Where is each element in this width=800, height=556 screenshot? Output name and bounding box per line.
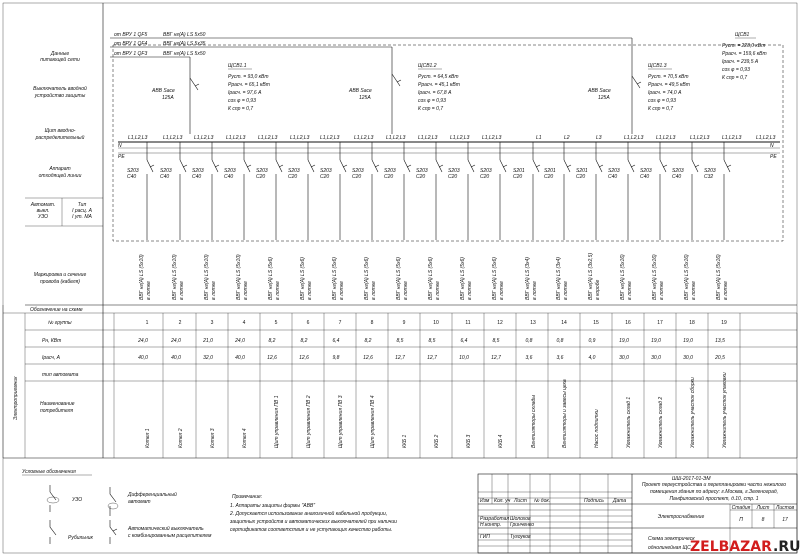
bus-pe-left: PE: [118, 154, 125, 160]
group-power-6: 8,2: [300, 338, 308, 344]
route-label-6: в лотке: [307, 281, 313, 300]
label-rcd-2: выкл.: [36, 208, 50, 214]
group-power-9: 8,5: [396, 338, 404, 344]
phase-labels: [128, 135, 776, 141]
panel-1-l4: cos φ = 0,93: [228, 98, 256, 104]
notes-line-1: 1. Аппараты защиты фирмы "АВВ": [230, 503, 316, 509]
phase-label-2: L1,L2,L3: [163, 135, 183, 141]
route-label-11: в лотке: [467, 281, 473, 300]
group-current-4: 40,0: [235, 355, 245, 361]
consumer-name-15: Насос подпитки: [594, 409, 600, 448]
legend-auto-2: с комбинированным расцепителем: [128, 533, 212, 539]
breaker-label-17: S203 C40: [640, 168, 652, 180]
label-input-2: устройство защиты: [34, 93, 86, 99]
bus-n-left: N: [118, 143, 122, 149]
consumer-label-1: Наименование: [40, 401, 75, 407]
notes: [229, 494, 397, 533]
breaker-symbol-13: [533, 160, 540, 172]
stage-3: 17: [782, 517, 788, 523]
group-power-3: 21,0: [203, 338, 213, 344]
consumer-name-14: Вентиляторы и завесы цеха: [562, 379, 568, 448]
panel-1-l5: К спр = 0,7: [228, 106, 254, 112]
label-cable-1: Маркировка и сечение: [33, 272, 87, 278]
breaker-label-8: S203 C20: [352, 168, 364, 180]
legend: [22, 469, 212, 544]
route-label-2: в лотке: [179, 281, 185, 300]
cable-label-6: ВВГ нг(А) LS (5х6): [300, 257, 306, 300]
legend-breaker: Рубильник: [68, 535, 93, 541]
breaker-symbol-9: [404, 160, 411, 172]
bus-l2: L2: [564, 135, 570, 141]
designation-label: Обозначение на схеме: [30, 307, 83, 313]
consumer-name-9: ККБ 1: [402, 434, 408, 448]
panel-1-l3: Iрасч. = 97,6 А: [228, 90, 262, 96]
breaker-symbol-15: [596, 160, 603, 172]
panel-3-l4: cos φ = 0,93: [648, 98, 676, 104]
group-number-14: 14: [561, 320, 567, 326]
legend-diff-1: Дифференциальный: [128, 492, 177, 498]
group-number-1: 1: [145, 320, 149, 326]
group-current-8: 12,6: [363, 355, 373, 361]
breaker-label-1: S203 C40: [127, 168, 139, 180]
route-label-13: в лотке: [532, 281, 538, 300]
label-rcd-6: I ут. МА: [72, 214, 92, 220]
panel-3-l1: Руст. = 70,5 кВт: [648, 74, 689, 80]
breaker-label-10: S203 C20: [416, 168, 428, 180]
feed-2-left: от ВРУ 1 QF4: [114, 41, 148, 47]
label-rcd-3: УЗО: [37, 214, 49, 220]
group-current-17: 30,0: [651, 355, 661, 361]
group-current-2: 40,0: [171, 355, 181, 361]
breaker-label-19: S203 C32: [704, 168, 716, 180]
consumer-name-12: ККБ 4: [498, 434, 504, 448]
breaker-label-12: S203 C20: [480, 168, 492, 180]
name-4: Тугоуков: [510, 534, 531, 540]
label-outgoing-1: Аппарат: [49, 166, 71, 172]
stage-head-2: Лист: [756, 505, 770, 511]
cable-label-18: ВВГ нг(А) LS (5х16): [684, 254, 690, 300]
panel-2-name: ЩСВ1.2: [418, 63, 437, 69]
group-current-18: 30,0: [683, 355, 693, 361]
cable-label-17: ВВГ нг(А) LS (5х16): [652, 254, 658, 300]
uzo-symbol: [50, 485, 56, 512]
panel-3-name: ЩСВ1.3: [648, 63, 667, 69]
breaker-symbol-14: [564, 160, 571, 172]
i-label: Iрасч, А: [42, 355, 60, 361]
consumer-name-16: Увлажнитель склад 1: [626, 396, 632, 448]
role-2: Н.контр.: [480, 522, 502, 528]
phase-label-17: L1,L2,L3: [756, 135, 776, 141]
group-number-17: 17: [657, 320, 663, 326]
breaker-label-2: S203 C40: [160, 168, 172, 180]
consumer-name-6: Щит управления ПВ 2: [306, 395, 312, 448]
label-outgoing-2: отходящей линии: [38, 173, 82, 179]
panel-2-l3: Iрасч. = 67,8 А: [418, 90, 452, 96]
consumer-name-11: ККБ 3: [466, 434, 472, 448]
breaker-symbol-19: [724, 160, 731, 172]
group-power-8: 8,2: [364, 338, 372, 344]
group-power-10: 8,5: [428, 338, 436, 344]
cable-label-16: ВВГ нг(А) LS (5х16): [620, 254, 626, 300]
consumer-name-2: Котел 2: [178, 428, 184, 448]
phase-label-14: L1,L2,L3: [656, 135, 676, 141]
auto-symbol: [110, 520, 117, 544]
route-label-4: в лотке: [243, 281, 249, 300]
watermark: [690, 539, 800, 555]
label-supply-1: Данные: [50, 51, 70, 57]
phase-label-10: L1,L2,L3: [418, 135, 438, 141]
bus-n-right: N: [770, 143, 774, 149]
section-name: Электроснабжение: [657, 514, 705, 520]
legend-title: Условные обозначения: [22, 469, 76, 475]
feed-3-left: от ВРУ 1 QF3: [114, 51, 148, 57]
main-panel-l1: Руст. = 228,0 кВт: [722, 43, 766, 49]
cable-label-1: ВВГ нг(А) LS (5х10): [139, 254, 145, 300]
breaker-label-11: S203 C20: [448, 168, 460, 180]
diff-symbol: [110, 487, 116, 516]
group-number-13: 13: [530, 320, 536, 326]
consumer-name-18: Увлажнитель участок сборки: [690, 377, 696, 448]
group-number-15: 15: [593, 320, 599, 326]
group-current-6: 12,6: [299, 355, 309, 361]
phase-label-13: L1,L2,L3: [624, 135, 644, 141]
breaker-2-rating: 125A: [359, 95, 371, 101]
consumer-label-2: потребителя: [40, 408, 74, 414]
breaker-label-3: S203 C40: [192, 168, 204, 180]
consumer-name-3: Котел 3: [210, 428, 216, 448]
cable-label-7: ВВГ нг(А) LS (5х6): [332, 257, 338, 300]
panel-2-l2: Ррасч. = 45,1 кВт: [418, 82, 460, 88]
consumer-name-10: ККБ 2: [434, 434, 440, 448]
panel-3-l5: К спр = 0,7: [648, 106, 674, 112]
consumer-name-4: Котел 4: [242, 428, 248, 448]
group-power-13: 0,8: [525, 338, 533, 344]
notes-line-4: сертификатов соответствия и не уступающих качество работы.: [230, 527, 393, 533]
cable-label-4: ВВГ нг(А) LS (5х10): [236, 254, 242, 300]
panel-1-l1: Руст. = 93,0 кВт: [228, 74, 269, 80]
project-line-2: помещения здания по адресу: г.Москва, г.Зеленоград,: [649, 489, 779, 495]
breaker-label-4: S203 C40: [224, 168, 236, 180]
breaker-1-model: ABB Sace: [152, 88, 175, 94]
col-izm: Изм: [480, 498, 490, 504]
project-line-3: Панфиловский проспект, д.10, стр. 1: [669, 496, 759, 502]
route-label-1: в лотке: [146, 281, 152, 300]
group-power-12: 8,5: [492, 338, 500, 344]
role-1: Разработал: [480, 516, 510, 522]
table-cells: [114, 313, 797, 458]
role-4: ГИП: [480, 534, 490, 540]
name-1: Шолохов: [510, 516, 531, 522]
breaker-symbol-16: [628, 160, 635, 172]
route-label-19: в лотке: [723, 281, 729, 300]
group-current-13: 3,6: [525, 355, 533, 361]
route-label-16: в лотке: [627, 281, 633, 300]
consumer-name-1: Котел 1: [145, 428, 151, 448]
consumer-name-19: Увлажнитель участок упаковки: [722, 372, 728, 448]
bus-pe-right: PE: [770, 154, 777, 160]
route-label-17: в лотке: [659, 281, 665, 300]
group-number-4: 4: [242, 320, 246, 326]
main-panel-l5: К спр = 0,7: [722, 75, 748, 81]
cable-label-11: ВВГ нг(А) LS (5х6): [460, 257, 466, 300]
route-label-5: в лотке: [275, 281, 281, 300]
phase-label-6: L1,L2,L3: [290, 135, 310, 141]
group-symbols: [127, 142, 731, 300]
cable-label-14: ВВГ нг(А) LS (3х4): [556, 257, 562, 300]
main-panel-l3: Iрасч. = 239,5 А: [722, 59, 759, 65]
group-current-16: 30,0: [619, 355, 629, 361]
route-label-10: в лотке: [435, 281, 441, 300]
phase-label-11: L1,L2,L3: [450, 135, 470, 141]
group-number-11: 11: [465, 320, 471, 326]
input-breakers: [151, 74, 641, 101]
phase-label-3: L1,L2,L3: [194, 135, 214, 141]
group-number-8: 8: [370, 320, 374, 326]
breaker-symbol-10: [436, 160, 443, 172]
group-number-16: 16: [625, 320, 631, 326]
route-label-18: в лотке: [691, 281, 697, 300]
breaker-label-18: S203 C40: [672, 168, 684, 180]
label-rcd-1: Автомат.: [30, 202, 56, 208]
panel-3-l3: Iрасч. = 74,0 А: [648, 90, 682, 96]
group-current-10: 12,7: [427, 355, 437, 361]
phase-label-15: L1,L2,L3: [690, 135, 710, 141]
breaker-symbol-2: [180, 160, 187, 172]
phase-label-9: L1,L2,L3: [386, 135, 406, 141]
cable-label-19: ВВГ нг(А) LS (5х16): [716, 254, 722, 300]
phase-label-5: L1,L2,L3: [258, 135, 278, 141]
watermark-suffix: .RU: [773, 539, 800, 555]
notes-title: Примечание:: [232, 494, 263, 500]
breaker-symbol-1: [147, 160, 154, 172]
feed-1-left: от ВРУ 1 QF5: [114, 32, 148, 38]
route-label-9: в лотке: [403, 281, 409, 300]
col-kol: Кол. уч: [494, 498, 511, 504]
main-panel-name: ЩСВ1: [735, 32, 750, 38]
notes-line-3: защитных устройств и автоматических выключателей при наличии: [230, 519, 397, 525]
panel-2-l4: cos φ = 0,93: [418, 98, 446, 104]
panel-2-l5: К спр = 0,7: [418, 106, 444, 112]
sheet-name-2: однолинейная ЩС: [648, 545, 691, 551]
breaker-label-16: S203 C40: [608, 168, 620, 180]
group-number-5: 5: [274, 320, 278, 326]
group-power-14: 0,8: [556, 338, 564, 344]
breaker-label-5: S203 C20: [256, 168, 268, 180]
cable-label-13: ВВГ нг(А) LS (3х4): [525, 257, 531, 300]
feed-2-right: ВВГ нг(А) LS 5х35: [163, 41, 206, 47]
group-current-9: 12,7: [395, 355, 405, 361]
group-current-7: 9,8: [332, 355, 340, 361]
panel-2-l1: Руст. = 64,5 кВт: [418, 74, 459, 80]
group-current-3: 32,0: [203, 355, 213, 361]
group-number-6: 6: [306, 320, 310, 326]
group-current-1: 40,0: [138, 355, 148, 361]
cable-label-8: ВВГ нг(А) LS (5х6): [364, 257, 370, 300]
legend-uzo: УЗО: [72, 497, 83, 503]
feed-1-right: ВВГ нг(А) LS 5х50: [163, 32, 206, 38]
watermark-text: ZELBAZAR: [690, 539, 772, 555]
label-panel-1: Щит вводно-: [44, 128, 76, 134]
col-doc: № док.: [534, 498, 551, 504]
label-input-1: Выключатель вводной: [33, 86, 87, 92]
legend-diff-2: автомат: [128, 499, 151, 505]
breaker-symbol-6: [308, 160, 315, 172]
group-number-9: 9: [402, 320, 406, 326]
group-power-19: 13,5: [715, 338, 725, 344]
group-number-3: 3: [210, 320, 214, 326]
label-supply-2: питающей сети: [40, 57, 80, 63]
breaker-3-model: ABB Sace: [588, 88, 611, 94]
group-power-16: 19,0: [619, 338, 629, 344]
main-panel-l2: Ррасч. = 159,6 кВт: [722, 51, 767, 57]
consumer-name-5: Щит управления ПВ 1: [274, 395, 280, 448]
label-rcd-5: I расц. А: [72, 208, 92, 214]
doc-code: ШШ-2017-01-ЭМ: [672, 476, 711, 482]
bus-l3: L3: [596, 135, 602, 141]
breaker-symbol-8: [372, 160, 379, 172]
consumer-name-17: Увлажнитель склад 2: [658, 396, 664, 448]
group-no-label: № группы: [48, 320, 72, 326]
panel-1-name: ЩСВ1.1: [228, 63, 247, 69]
cable-label-12: ВВГ нг(А) LS (5х6): [492, 257, 498, 300]
breaker-label-9: S203 C20: [384, 168, 396, 180]
breaker-label-6: S203 C20: [288, 168, 300, 180]
phase-label-1: L1,L2,L3: [128, 135, 148, 141]
group-number-18: 18: [689, 320, 695, 326]
breaker-1-rating: 125A: [162, 95, 174, 101]
group-power-15: 0,9: [588, 338, 596, 344]
project-line-1: Проект переустройства и перепланировки части нежилого: [641, 482, 787, 488]
label-panel-2: распределительный: [35, 135, 85, 141]
cable-label-3: ВВГ нг(А) LS (5х10): [204, 254, 210, 300]
parameters-table: [3, 305, 797, 458]
breaker-label-7: S203 C20: [320, 168, 332, 180]
stage-head-3: Листов: [775, 505, 795, 511]
feed-3-right: ВВГ нг(А) LS 5х50: [163, 51, 206, 57]
cable-label-9: ВВГ нг(А) LS (5х6): [396, 257, 402, 300]
breaker-symbol-4: [244, 160, 251, 172]
route-label-7: в лотке: [339, 281, 345, 300]
route-label-8: в лотке: [371, 281, 377, 300]
bus-l1: L1: [536, 135, 542, 141]
stage-2: 8: [761, 517, 765, 523]
col-sign: Подпись: [584, 498, 604, 504]
left-labels: [25, 51, 103, 285]
group-number-2: 2: [178, 320, 182, 326]
consumer-name-13: Вентиляторы склады: [531, 395, 537, 448]
phase-label-16: L1,L2,L3: [722, 135, 742, 141]
cable-label-15: ВВГ нг(А) LS (3х2,5): [588, 252, 594, 300]
route-label-14: в лотке: [563, 281, 569, 300]
p-label: Рн, КВт: [42, 338, 62, 344]
group-power-7: 6,4: [332, 338, 340, 344]
breaker-symbol-11: [468, 160, 475, 172]
breaker-label-14: S201 C20: [544, 168, 556, 180]
group-power-11: 6,4: [460, 338, 468, 344]
group-current-15: 4,0: [588, 355, 596, 361]
breaker-2-model: ABB Sace: [349, 88, 372, 94]
stage-head-1: Стадия: [731, 505, 751, 511]
cable-label-10: ВВГ нг(А) LS (5х6): [428, 257, 434, 300]
group-power-1: 24,0: [138, 338, 148, 344]
group-number-10: 10: [433, 320, 439, 326]
group-number-12: 12: [497, 320, 503, 326]
route-label-15: в коробе: [595, 279, 601, 300]
breaker-symbol-7: [340, 160, 347, 172]
col-list: Лист: [514, 498, 527, 504]
group-current-19: 20,5: [715, 355, 725, 361]
label-rcd-4: Тип: [77, 202, 87, 208]
notes-line-2: 2. Допускается использование аналогичной кабельной продукции,: [230, 511, 388, 517]
feed-lines: [110, 32, 632, 134]
breaker-label-13: S201 C20: [513, 168, 525, 180]
phase-label-4: L1,L2,L3: [226, 135, 246, 141]
type-label: тип автомата: [42, 372, 79, 378]
consumer-name-7: Щит управления ПВ 3: [338, 395, 344, 448]
group-current-11: 10,0: [459, 355, 469, 361]
group-power-5: 8,2: [268, 338, 276, 344]
switch-symbol: [50, 520, 56, 544]
breaker-symbol-5: [276, 160, 283, 172]
stage-1: П: [739, 517, 743, 523]
vertical-label: Электроприемник: [13, 376, 19, 420]
panel-1-l2: Ррасч. = 65,1 кВт: [228, 82, 270, 88]
breaker-symbol-3: [212, 160, 219, 172]
phase-label-8: L1,L2,L3: [354, 135, 374, 141]
col-date: Дата: [613, 498, 627, 504]
cable-label-5: ВВГ нг(А) LS (5х6): [268, 257, 274, 300]
panel-params: [228, 32, 767, 112]
breaker-symbol-17: [660, 160, 667, 172]
route-label-3: в лотке: [211, 281, 217, 300]
group-number-19: 19: [721, 320, 727, 326]
sheet-name-1: Схема электрическ: [648, 536, 695, 542]
panel-3-l2: Ррасч. = 49,5 кВт: [648, 82, 690, 88]
group-power-18: 19,0: [683, 338, 693, 344]
consumer-name-8: Щит управления ПВ 4: [370, 395, 376, 448]
legend-auto-1: Автоматический выключатель: [128, 526, 204, 532]
buses: [118, 135, 780, 160]
group-power-4: 24,0: [235, 338, 245, 344]
breaker-symbol-18: [692, 160, 699, 172]
name-2: Гринченко: [510, 522, 535, 528]
breaker-symbol-12: [500, 160, 507, 172]
main-panel-l4: cos φ = 0,93: [722, 67, 750, 73]
cable-label-2: ВВГ нг(А) LS (5х10): [172, 254, 178, 300]
route-label-12: в лотке: [499, 281, 505, 300]
group-power-2: 24,0: [171, 338, 181, 344]
breaker-3-rating: 125A: [598, 95, 610, 101]
group-current-14: 3,6: [556, 355, 564, 361]
group-number-7: 7: [338, 320, 342, 326]
group-current-5: 12,6: [267, 355, 277, 361]
phase-label-12: L1,L2,L3: [482, 135, 502, 141]
phase-label-7: L1,L2,L3: [320, 135, 340, 141]
label-cable-2: провода (кабеля): [40, 279, 80, 285]
group-current-12: 12,7: [491, 355, 501, 361]
breaker-label-15: S201 C20: [576, 168, 588, 180]
group-power-17: 19,0: [651, 338, 661, 344]
